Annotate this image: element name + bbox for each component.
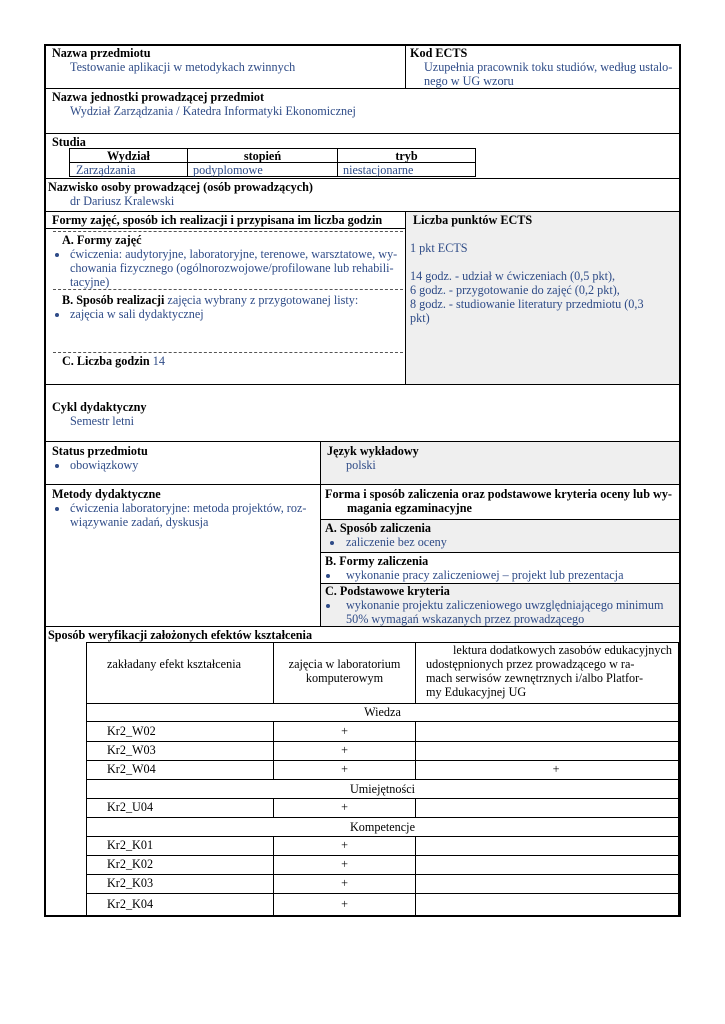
zaliczenie-c-line-2: 50% wymagań wskazanych przez prowadzącego	[346, 612, 585, 626]
table-row-lab: +	[341, 800, 348, 814]
table-row-code: Kr2_W02	[107, 724, 156, 738]
studia-value-wydzial: Zarządzania	[76, 163, 136, 177]
przedmiot-label: Nazwa przedmiotu	[52, 46, 151, 60]
formy-c-row	[62, 354, 165, 368]
zaliczenie-label-2: magania egzaminacyjne	[347, 501, 472, 515]
table-row-code: Kr2_W03	[107, 743, 156, 757]
weryfikacja-col-efekt: zakładany efekt kształcenia	[107, 657, 241, 671]
bullet-icon	[55, 253, 59, 257]
bullet-icon	[55, 507, 59, 511]
table-row-lab: +	[341, 876, 348, 890]
ects-line-3: 8 godz. - studiowanie literatury przedmiotu (0,3	[410, 297, 644, 311]
table-row-lit: +	[552, 762, 560, 776]
zaliczenie-b-item: wykonanie pracy zaliczeniowej – projekt lub prezentacja	[346, 568, 624, 582]
kod-ects-note-1: Uzupełnia pracownik toku studiów, według ustalo-	[424, 60, 673, 74]
table-row-code: Kr2_U04	[107, 800, 154, 814]
formy-b-row	[62, 293, 358, 307]
table-row-lab: +	[341, 762, 348, 776]
table-row-code: Kr2_K04	[107, 897, 154, 911]
zaliczenie-c-label: C. Podstawowe kryteria	[325, 584, 450, 598]
metody-label: Metody dydaktyczne	[52, 487, 161, 501]
group-wiedza: Wiedza	[364, 705, 401, 719]
jednostka-label: Nazwa jednostki prowadzącej przedmiot	[52, 90, 265, 104]
table-row-lab: +	[341, 743, 348, 757]
weryfikacja-col-lit-1: lektura dodatkowych zasobów edukacyjnych	[453, 643, 672, 657]
formy-a-line-3: tacyjne)	[70, 275, 110, 289]
zaliczenie-b-label: B. Formy zaliczenia	[325, 554, 429, 568]
bullet-icon	[55, 313, 59, 317]
cykl-value: Semestr letni	[70, 414, 134, 428]
jednostka-value: Wydział Zarządzania / Katedra Informatyki Ekonomicznej	[70, 104, 356, 118]
studia-header-tryb: tryb	[395, 149, 418, 163]
ects-line-2: 6 godz. - przygotowanie do zajęć (0,2 pkt),	[410, 283, 620, 297]
status-value: obowiązkowy	[70, 458, 139, 472]
prowadzacy-value: dr Dariusz Kralewski	[70, 194, 175, 208]
ects-points: 1 pkt ECTS	[410, 241, 468, 255]
table-row-code: Kr2_K02	[107, 857, 154, 871]
table-row-lab: +	[341, 838, 348, 852]
table-row-code: Kr2_W04	[107, 762, 156, 776]
prowadzacy-label: Nazwisko osoby prowadzącej (osób prowadzących)	[48, 180, 313, 194]
group-umiejetnosci: Umiejętności	[350, 782, 415, 796]
studia-label: Studia	[52, 135, 86, 149]
table-row-lab: +	[341, 897, 348, 911]
weryfikacja-label: Sposób weryfikacji założonych efektów kształcenia	[48, 628, 313, 642]
jezyk-value: polski	[346, 458, 376, 472]
formy-b-label: B. Sposób realizacji	[62, 293, 165, 307]
table-row-code: Kr2_K01	[107, 838, 154, 852]
table-row-code: Kr2_K03	[107, 876, 154, 890]
studia-value-tryb: niestacjonarne	[343, 163, 414, 177]
ects-label: Liczba punktów ECTS	[413, 213, 533, 227]
zaliczenie-a-label: A. Sposób zaliczenia	[325, 521, 431, 535]
formy-b-item: zajęcia w sali dydaktycznej	[70, 307, 204, 321]
ects-line-1: 14 godz. - udział w ćwiczeniach (0,5 pkt),	[410, 269, 616, 283]
weryfikacja-col-lab-1: zajęcia w laboratorium	[288, 657, 401, 671]
zaliczenie-a-item: zaliczenie bez oceny	[346, 535, 447, 549]
formy-label: Formy zajęć, sposób ich realizacji i przypisana im liczba godzin	[52, 213, 383, 227]
metody-line-1: ćwiczenia laboratoryjne: metoda projektów, roz-	[70, 501, 307, 515]
formy-c-label: C. Liczba godzin	[62, 354, 150, 368]
jezyk-label: Język wykładowy	[327, 444, 419, 458]
studia-value-stopien: podyplomowe	[193, 163, 263, 177]
formy-a-line-2: chowania fizycznego (ogólnorozwojowe/profilowane lub rehabili-	[70, 261, 394, 275]
ects-line-4: pkt)	[410, 311, 430, 325]
studia-header-wydzial: Wydział	[107, 149, 150, 163]
studia-header-stopien: stopień	[243, 149, 282, 163]
cykl-label: Cykl dydaktyczny	[52, 400, 147, 414]
formy-a-line-1: ćwiczenia: audytoryjne, laboratoryjne, terenowe, warsztatowe, wy-	[70, 247, 398, 261]
bullet-icon	[326, 574, 330, 578]
metody-line-2: wiązywanie zadań, dyskusja	[70, 515, 209, 529]
weryfikacja-col-lit-4: my Edukacyjnej UG	[426, 685, 527, 699]
weryfikacja-col-lit-2: udostępnionych przez prowadzącego w ra-	[426, 657, 635, 671]
formy-c-value: 14	[152, 354, 165, 368]
zaliczenie-c-line-1: wykonanie projektu zaliczeniowego uwzględniającego minimum	[346, 598, 664, 612]
table-row-lab: +	[341, 724, 348, 738]
przedmiot-value: Testowanie aplikacji w metodykach zwinnych	[70, 60, 296, 74]
bullet-icon	[55, 464, 59, 468]
formy-a-label: A. Formy zajęć	[62, 233, 142, 247]
bullet-icon	[330, 541, 334, 545]
table-row-lab: +	[341, 857, 348, 871]
kod-ects-note-2: nego w UG wzoru	[424, 74, 514, 88]
kod-ects-label: Kod ECTS	[410, 46, 468, 60]
group-kompetencje: Kompetencje	[350, 820, 415, 834]
weryfikacja-col-lit-3: mach serwisów zewnętrznych i/albo Platfor-	[426, 671, 644, 685]
formy-b-hint: zajęcia wybrany z przygotowanej listy:	[167, 293, 359, 307]
bullet-icon	[326, 604, 330, 608]
zaliczenie-label-1: Forma i sposób zaliczenia oraz podstawowe kryteria oceny lub wy-	[325, 487, 672, 501]
weryfikacja-col-lab-2: komputerowym	[305, 671, 384, 685]
status-label: Status przedmiotu	[52, 444, 148, 458]
